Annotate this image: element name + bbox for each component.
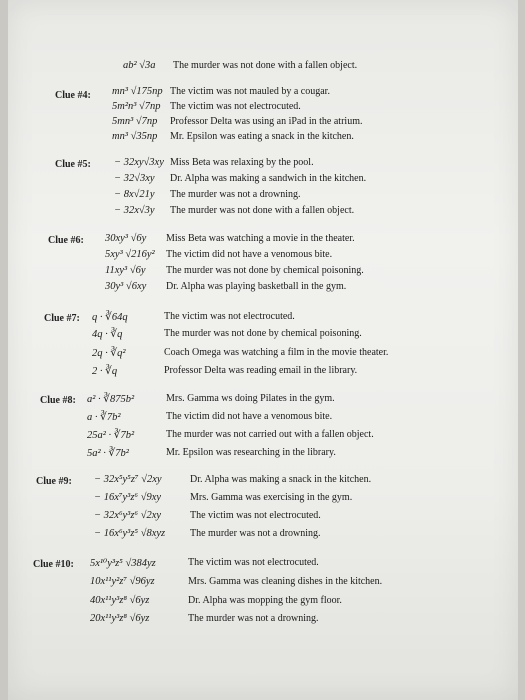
clue-label: Clue #4: bbox=[55, 90, 91, 101]
clue-statement: Dr. Alpha was making a sandwich in the kitchen. bbox=[170, 173, 367, 184]
clue-statement: The victim did not have a venomous bite. bbox=[166, 411, 333, 422]
clue-statement: Mrs. Gamma was exercising in the gym. bbox=[190, 492, 353, 503]
clue-statement: Mr. Epsilon was eating a snack in the kitchen. bbox=[170, 131, 354, 142]
clue-expression: 5mn³ √7np bbox=[112, 116, 158, 127]
clue-expression: − 32x⁶y³z⁶ √2xy bbox=[94, 510, 162, 521]
clue-statement: Dr. Alpha was making a snack in the kitchen. bbox=[190, 474, 372, 485]
clue-statement: Mr. Epsilon was researching in the library. bbox=[166, 447, 336, 458]
clue-statement: The victim was not electrocuted. bbox=[170, 101, 301, 112]
clue-label: Clue #8: bbox=[40, 395, 76, 406]
clue-expression: mn³ √35np bbox=[112, 131, 158, 142]
clue-expression: − 32x⁵y⁵z⁷ √2xy bbox=[94, 474, 162, 485]
clue-expression: ab² √3a bbox=[123, 60, 156, 71]
clue-expression: − 32xy√3xy bbox=[114, 157, 164, 168]
clue-expression: 5m²n³ √7np bbox=[112, 101, 161, 112]
clue-statement: The victim was not electrocuted. bbox=[164, 311, 295, 322]
worksheet-page bbox=[8, 0, 518, 700]
clue-statement: Miss Beta was watching a movie in the theater. bbox=[166, 233, 355, 244]
clue-expression: 10x¹¹y²z⁷ √96yz bbox=[90, 576, 155, 587]
clue-statement: Dr. Alpha was playing basketball in the gym. bbox=[166, 281, 347, 292]
clue-expression: − 8x√21y bbox=[114, 189, 155, 200]
clue-label: Clue #6: bbox=[48, 235, 84, 246]
clue-expression: 25a² · ∛7b² bbox=[87, 430, 135, 441]
clue-expression: a² · ∛875b² bbox=[87, 394, 135, 405]
clue-statement: Professor Delta was using an iPad in the atrium. bbox=[170, 116, 363, 127]
clue-expression: − 16x⁷y³z⁶ √9xy bbox=[94, 492, 162, 503]
clue-expression: 30xy³ √6y bbox=[105, 233, 147, 244]
clue-expression: − 16x⁶y³z⁵ √8xyz bbox=[94, 528, 166, 539]
clue-expression: 5x¹⁰y³z⁵ √384yz bbox=[90, 558, 156, 569]
clue-statement: The murder was not carried out with a fallen object. bbox=[166, 429, 374, 440]
clue-label: Clue #9: bbox=[36, 476, 72, 487]
clue-expression: 40x¹¹y³z⁸ √6yz bbox=[90, 595, 150, 606]
clue-expression: 20x¹¹y³z⁸ √6yz bbox=[90, 613, 150, 624]
clue-label: Clue #7: bbox=[44, 313, 80, 324]
clue-label: Clue #5: bbox=[55, 159, 91, 170]
clue-statement: Mrs. Gamma was cleaning dishes in the kitchen. bbox=[188, 576, 383, 587]
clue-statement: The victim was not mauled by a cougar. bbox=[170, 86, 330, 97]
clue-expression: mn³ √175np bbox=[112, 86, 163, 97]
clue-statement: The murder was not done by chemical poisoning. bbox=[164, 328, 362, 339]
clue-statement: Coach Omega was watching a film in the movie theater. bbox=[164, 347, 389, 358]
clue-expression: 4q · ∛q bbox=[92, 329, 123, 340]
clue-expression: − 32x√3y bbox=[114, 205, 155, 216]
clue-statement: The murder was not a drowning. bbox=[190, 528, 321, 539]
clue-expression: q · ∛64q bbox=[92, 312, 128, 323]
clue-statement: Dr. Alpha was mopping the gym floor. bbox=[188, 595, 342, 606]
clue-expression: 5xy³ √216y² bbox=[105, 249, 155, 260]
clue-statement: The victim was not electrocuted. bbox=[190, 510, 321, 521]
clue-statement: The victim did not have a venomous bite. bbox=[166, 249, 333, 260]
clue-statement: The victim was not electrocuted. bbox=[188, 557, 319, 568]
clue-statement: The murder was not a drowning. bbox=[170, 189, 301, 200]
clue-expression: − 32√3xy bbox=[114, 173, 155, 184]
clue-statement: The murder was not done with a fallen object. bbox=[170, 205, 355, 216]
clue-label: Clue #10: bbox=[33, 559, 74, 570]
clue-statement: The murder was not a drowning. bbox=[188, 613, 319, 624]
clue-expression: 11xy³ √6y bbox=[105, 265, 146, 276]
clue-statement: Mrs. Gamma ws doing Pilates in the gym. bbox=[166, 393, 335, 404]
clue-statement: Professor Delta was reading email in the library. bbox=[164, 365, 358, 376]
clue-statement: Miss Beta was relaxing by the pool. bbox=[170, 157, 314, 168]
clue-expression: 30y³ √6xy bbox=[105, 281, 147, 292]
clue-expression: 2q · ∛q² bbox=[92, 348, 126, 359]
clue-expression: 2 · ∛q bbox=[92, 366, 118, 377]
clue-expression: 5a² · ∛7b² bbox=[87, 448, 129, 459]
clue-statement: The murder was not done by chemical poisoning. bbox=[166, 265, 364, 276]
clue-expression: a · ∛7b² bbox=[87, 412, 121, 423]
clue-statement: The murder was not done with a fallen object. bbox=[173, 60, 358, 71]
